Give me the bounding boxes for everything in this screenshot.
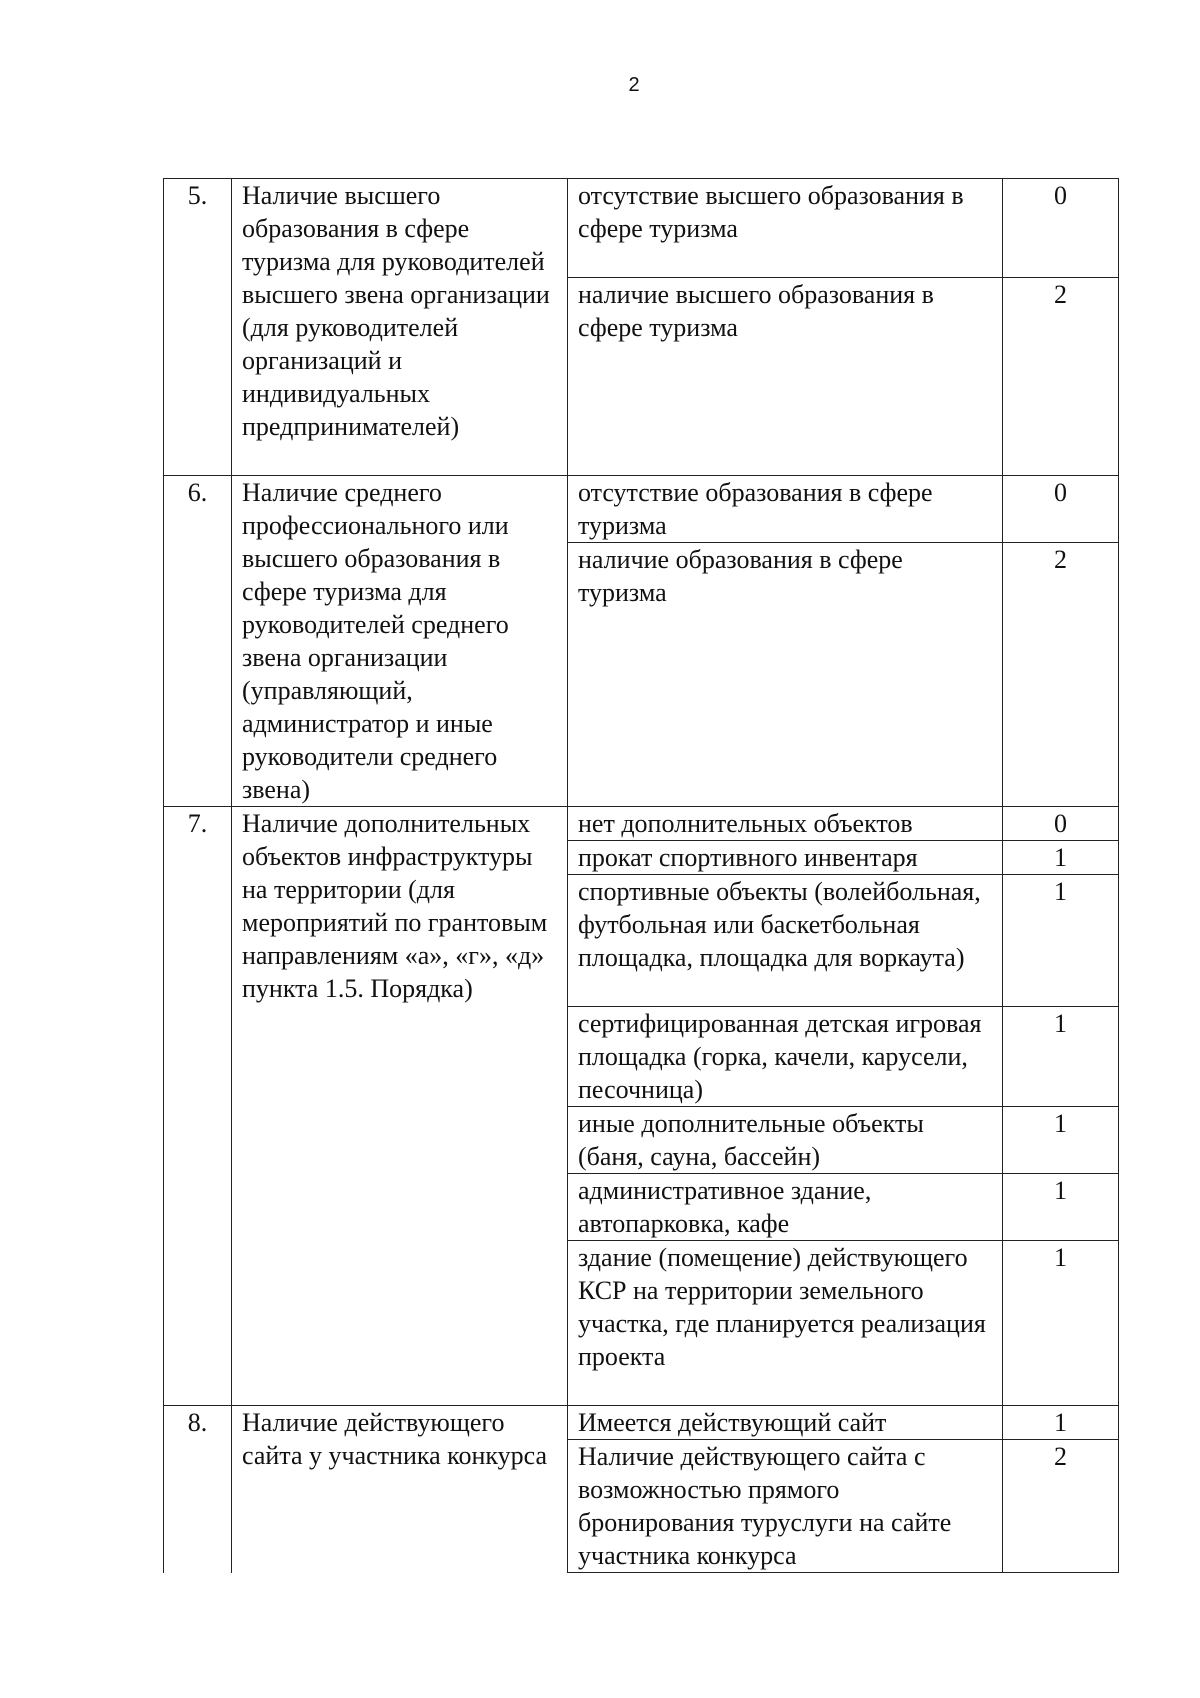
option-text: административное здание, автопарковка, кафе	[568, 1174, 1003, 1241]
criterion-number: 5.	[164, 179, 232, 476]
table-row	[164, 179, 1119, 278]
option-text: наличие образования в сфере туризма	[568, 543, 1003, 807]
criteria-table-body	[164, 179, 1119, 1573]
option-score: 0	[1003, 476, 1119, 543]
table-row	[164, 1406, 1119, 1440]
option-score: 1	[1003, 1007, 1119, 1107]
criterion-description: Наличие среднего профессионального или высшего образования в сфере туризма для руководителей среднего звена организации (управляющий, администратор и иные руководители среднего звена)	[232, 476, 568, 807]
option-text: спортивные объекты (волейбольная, футбольная или баскетбольная площадка, площадка для воркаута)	[568, 875, 1003, 1007]
option-score: 2	[1003, 1440, 1119, 1573]
option-text: Имеется действующий сайт	[568, 1406, 1003, 1440]
option-text: Наличие действующего сайта с возможностью прямого бронирования туруслуги на сайте участника конкурса	[568, 1440, 1003, 1573]
criteria-table	[163, 178, 1119, 1573]
option-text: прокат спортивного инвентаря	[568, 841, 1003, 875]
criterion-description: Наличие высшего образования в сфере туризма для руководителей высшего звена организации (для руководителей организаций и индивидуальных предпринимателей)	[232, 179, 568, 476]
option-score: 0	[1003, 179, 1119, 278]
criterion-description: Наличие дополнительных объектов инфраструктуры на территории (для мероприятий по грантовым направлениям «а», «г», «д» пункта 1.5. Порядка)	[232, 807, 568, 1406]
option-text: здание (помещение) действующего КСР на территории земельного участка, где планируется реализация проекта	[568, 1241, 1003, 1406]
criterion-number: 6.	[164, 476, 232, 807]
option-score: 2	[1003, 543, 1119, 807]
criterion-description: Наличие действующего сайта у участника конкурса	[232, 1406, 568, 1573]
option-score: 1	[1003, 875, 1119, 1007]
option-text: иные дополнительные объекты (баня, сауна, бассейн)	[568, 1107, 1003, 1174]
option-text: отсутствие высшего образования в сфере туризма	[568, 179, 1003, 278]
option-score: 1	[1003, 1107, 1119, 1174]
option-text: нет дополнительных объектов	[568, 807, 1003, 841]
table-row	[164, 807, 1119, 841]
criterion-number: 7.	[164, 807, 232, 1406]
option-score: 2	[1003, 278, 1119, 476]
option-text: отсутствие образования в сфере туризма	[568, 476, 1003, 543]
option-score: 1	[1003, 841, 1119, 875]
option-text: сертифицированная детская игровая площадка (горка, качели, карусели, песочница)	[568, 1007, 1003, 1107]
option-score: 1	[1003, 1174, 1119, 1241]
criterion-number: 8.	[164, 1406, 232, 1573]
option-score: 0	[1003, 807, 1119, 841]
option-score: 1	[1003, 1406, 1119, 1440]
option-text: наличие высшего образования в сфере туризма	[568, 278, 1003, 476]
table-row	[164, 476, 1119, 543]
page-number: 2	[628, 74, 640, 96]
option-score: 1	[1003, 1241, 1119, 1406]
